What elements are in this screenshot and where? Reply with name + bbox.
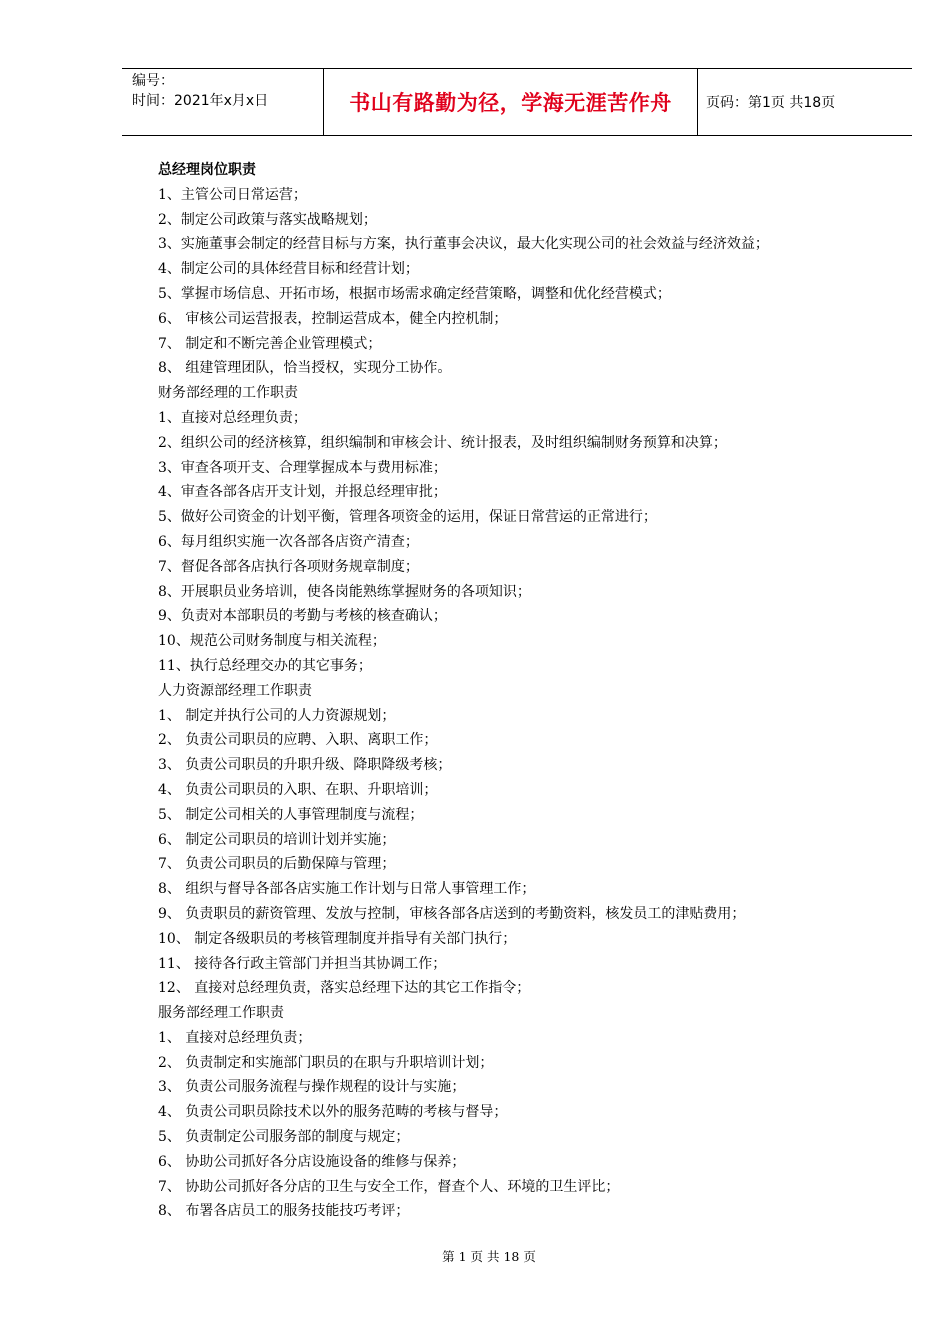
list-item: 4、 负责公司职员除技术以外的服务范畴的考核与督导； [158,1104,508,1121]
list-item: 3、实施董事会制定的经营目标与方案，执行董事会决议，最大化实现公司的社会效益与经济效益； [158,236,769,253]
list-item: 12、 直接对总经理负责，落实总经理下达的其它工作指令； [158,980,531,997]
document-date: 时间：2021年x月x日 [132,93,269,109]
list-item: 6、 审核公司运营报表，控制运营成本，健全内控机制； [158,310,508,327]
section-title: 服务部经理工作职责 [158,1005,284,1022]
page-header [122,68,912,136]
header-motto: 书山有路勤为径，学海无涯苦作舟 [324,69,698,135]
list-item: 5、 制定公司相关的人事管理制度与流程； [158,806,424,823]
list-item: 6、每月组织实施一次各部各店资产清查； [158,533,419,550]
section-title: 财务部经理的工作职责 [158,385,298,402]
list-item: 1、 直接对总经理负责； [158,1029,312,1046]
section-title: 总经理岗位职责 [158,162,256,178]
list-item: 2、 负责公司职员的应聘、入职、离职工作； [158,732,438,749]
list-item: 2、组织公司的经济核算，组织编制和审核会计、统计报表，及时组织编制财务预算和决算； [158,434,727,451]
list-item: 5、掌握市场信息、开拓市场，根据市场需求确定经营策略，调整和优化经营模式； [158,285,671,302]
section-title: 人力资源部经理工作职责 [158,682,312,699]
document-number: 编号： [132,73,174,89]
list-item: 11、 接待各行政主管部门并担当其协调工作； [158,955,447,972]
list-item: 6、 制定公司职员的培训计划并实施； [158,831,396,848]
list-item: 10、规范公司财务制度与相关流程； [158,633,386,650]
list-item: 8、 布署各店员工的服务技能技巧考评； [158,1203,410,1220]
list-item: 1、主管公司日常运营； [158,186,307,203]
list-item: 4、 负责公司职员的入职、在职、升职培训； [158,781,438,798]
list-item: 10、 制定各级职员的考核管理制度并指导有关部门执行； [158,930,517,947]
list-item: 8、 组建管理团队，恰当授权，实现分工协作。 [158,360,452,377]
list-item: 9、 负责职员的薪资管理、发放与控制，审核各部各店送到的考勤资料，核发员工的津贴费用； [158,905,746,922]
list-item: 8、 组织与督导各部各店实施工作计划与日常人事管理工作； [158,881,536,898]
list-item: 4、制定公司的具体经营目标和经营计划； [158,261,419,278]
list-item: 1、直接对总经理负责； [158,409,307,426]
list-item: 4、审查各部各店开支计划，并报总经理审批； [158,484,447,501]
page-footer: 第 1 页 共 18 页 [442,1249,536,1264]
list-item: 3、 负责公司职员的升职升级、降职降级考核； [158,757,452,774]
list-item: 2、 负责制定和实施部门职员的在职与升职培训计划； [158,1054,494,1071]
list-item: 7、 负责公司职员的后勤保障与管理； [158,856,396,873]
document-body [158,158,898,1224]
list-item: 3、 负责公司服务流程与操作规程的设计与实施； [158,1079,466,1096]
list-item: 5、 负责制定公司服务部的制度与规定； [158,1129,410,1146]
list-item: 7、督促各部各店执行各项财务规章制度； [158,558,419,575]
list-item: 2、制定公司政策与落实战略规划； [158,211,377,228]
list-item: 11、执行总经理交办的其它事务； [158,657,372,674]
list-item: 3、审查各项开支、合理掌握成本与费用标准； [158,459,447,476]
list-item: 1、 制定并执行公司的人力资源规划； [158,707,396,724]
list-item: 7、 制定和不断完善企业管理模式； [158,335,382,352]
list-item: 9、负责对本部职员的考勤与考核的核查确认； [158,608,447,625]
list-item: 7、 协助公司抓好各分店的卫生与安全工作，督查个人、环境的卫生评比； [158,1178,620,1195]
header-meta [122,69,324,135]
header-page-info: 页码：第1页 共18页 [706,95,836,111]
list-item: 8、开展职员业务培训，使各岗能熟练掌握财务的各项知识； [158,583,531,600]
list-item: 5、做好公司资金的计划平衡，管理各项资金的运用，保证日常营运的正常进行； [158,509,657,526]
list-item: 6、 协助公司抓好各分店设施设备的维修与保养； [158,1153,466,1170]
